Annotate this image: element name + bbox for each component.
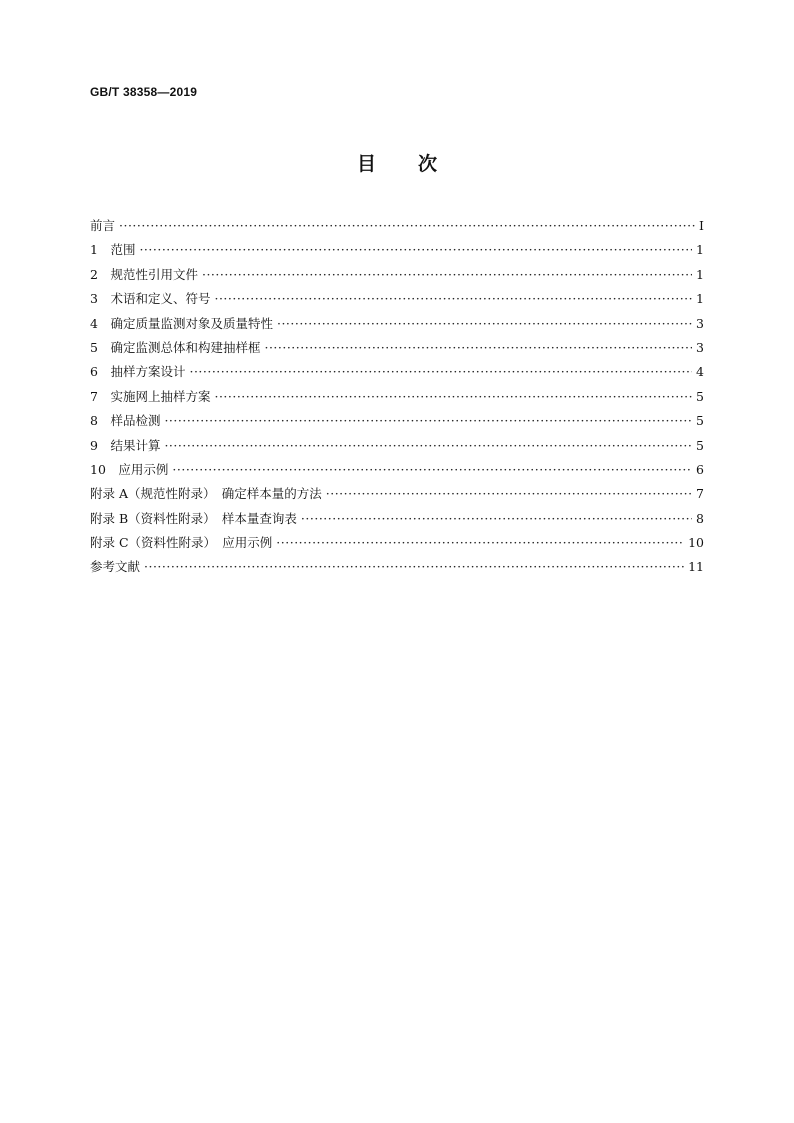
toc-leader-dots xyxy=(202,263,692,287)
toc-entry-label: 9 结果计算 xyxy=(90,437,161,453)
toc-leader-dots xyxy=(164,434,692,458)
toc-leader-dots xyxy=(119,214,695,238)
toc-entry-label: 6 抽样方案设计 xyxy=(90,364,186,380)
toc-title-char-2: 次 xyxy=(418,153,438,175)
toc-entry-section-6[interactable] xyxy=(90,360,704,384)
toc-entry-bibliography[interactable] xyxy=(90,555,704,579)
toc-entry-preface[interactable] xyxy=(90,214,704,238)
toc-entry-page: 5 xyxy=(696,388,704,404)
toc-entry-page: Ⅰ xyxy=(699,218,704,233)
toc-entry-section-8[interactable] xyxy=(90,409,704,433)
toc-leader-dots xyxy=(164,409,692,433)
toc-entry-section-4[interactable] xyxy=(90,312,704,336)
toc-entry-label: 3 术语和定义、符号 xyxy=(90,291,211,307)
toc-entry-label: 2 规范性引用文件 xyxy=(90,266,198,282)
toc-leader-dots xyxy=(276,531,684,555)
toc-entry-label: 5 确定监测总体和构建抽样框 xyxy=(90,339,261,355)
toc-entry-label: 附录 A（规范性附录） 确定样本量的方法 xyxy=(90,486,322,502)
toc-leader-dots xyxy=(301,507,692,531)
toc-entry-label: 7 实施网上抽样方案 xyxy=(90,388,211,404)
toc-entry-page: 8 xyxy=(696,510,704,526)
toc-entry-page: 10 xyxy=(688,535,704,551)
toc-entry-section-10[interactable] xyxy=(90,458,704,482)
toc-entry-page: 7 xyxy=(696,486,704,502)
toc-entry-page: 1 xyxy=(696,266,704,282)
toc-entry-label: 参考文献 xyxy=(90,559,141,575)
toc-entry-page: 4 xyxy=(696,364,704,380)
toc-entry-page: 1 xyxy=(696,242,704,258)
toc-entry-annex-b[interactable] xyxy=(90,507,704,531)
toc-entry-label: 前言 xyxy=(90,218,116,233)
toc-leader-dots xyxy=(172,458,692,482)
toc-entry-page: 11 xyxy=(688,559,704,575)
toc-entry-label: 10 应用示例 xyxy=(90,461,169,477)
toc-leader-dots xyxy=(277,312,692,336)
toc-leader-dots xyxy=(189,360,692,384)
toc-entry-annex-a[interactable] xyxy=(90,482,704,506)
toc-leader-dots xyxy=(139,238,692,262)
toc-title-char-1: 目 xyxy=(356,153,376,175)
toc-entry-label: 附录 C（资料性附录） 应用示例 xyxy=(90,535,273,551)
toc-entry-section-5[interactable] xyxy=(90,336,704,360)
toc-entry-normative-references[interactable] xyxy=(90,263,704,287)
toc-leader-dots xyxy=(326,482,692,506)
toc-entry-label: 8 样品检测 xyxy=(90,413,161,429)
toc-entry-page: 5 xyxy=(696,437,704,453)
toc-entry-label: 1 范围 xyxy=(90,242,136,258)
standard-code: GB/T 38358—2019 xyxy=(90,85,198,99)
toc-entry-scope[interactable] xyxy=(90,238,704,262)
toc-leader-dots xyxy=(214,385,692,409)
table-of-contents xyxy=(90,214,704,580)
toc-entry-section-9[interactable] xyxy=(90,434,704,458)
toc-leader-dots xyxy=(264,336,692,360)
toc-entry-label: 附录 B（资料性附录） 样本量查询表 xyxy=(90,510,297,526)
toc-entry-label: 4 确定质量监测对象及质量特性 xyxy=(90,315,273,331)
toc-entry-page: 5 xyxy=(696,413,704,429)
toc-title xyxy=(0,150,794,178)
toc-entry-annex-c[interactable] xyxy=(90,531,704,555)
toc-leader-dots xyxy=(214,287,692,311)
toc-entry-terms-definitions[interactable] xyxy=(90,287,704,311)
toc-entry-page: 6 xyxy=(696,461,704,477)
toc-entry-page: 3 xyxy=(696,315,704,331)
toc-entry-page: 3 xyxy=(696,339,704,355)
toc-entry-section-7[interactable] xyxy=(90,385,704,409)
toc-entry-page: 1 xyxy=(696,291,704,307)
toc-leader-dots xyxy=(144,555,684,579)
